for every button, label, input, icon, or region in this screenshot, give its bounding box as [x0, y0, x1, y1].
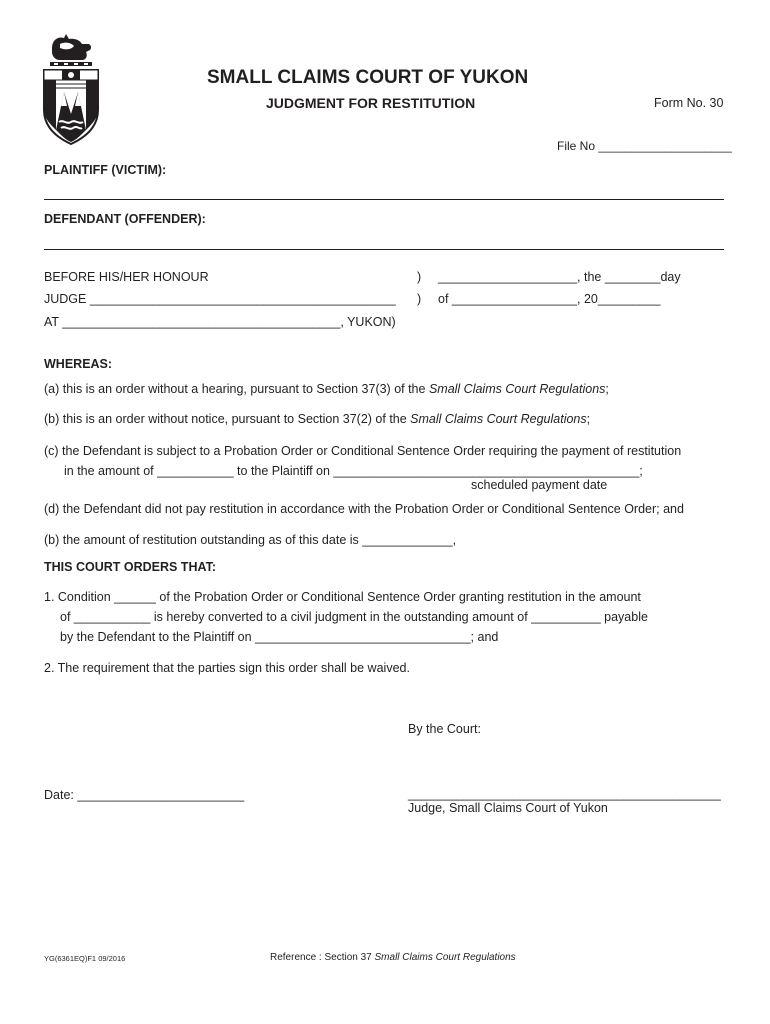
- form-code: YG(6361EQ)F1 09/2016: [44, 954, 126, 963]
- order-1-line2: of ___________ is hereby converted to a civil judgment in the outstanding amount of __________ payable: [60, 610, 648, 624]
- order-1-line3: by the Defendant to the Plaintiff on _______________________________; and: [60, 630, 499, 644]
- location-field: AT ________________________________________, YUKON): [44, 315, 396, 329]
- whereas-b: (b) this is an order without notice, pursuant to Section 37(2) of the Small Claims Court Regulations;: [44, 412, 591, 426]
- before-honour: BEFORE HIS/HER HONOUR: [44, 270, 209, 284]
- defendant-label: DEFENDANT (OFFENDER):: [44, 212, 206, 226]
- before-paren-2: ): [417, 292, 422, 306]
- footer-reference: Reference : Section 37 Small Claims Court Regulations: [270, 952, 516, 963]
- month-year-field: of __________________, 20_________: [438, 292, 661, 306]
- form-number: Form No. 30: [654, 96, 724, 110]
- defendant-line: [44, 249, 724, 250]
- form-title: JUDGMENT FOR RESTITUTION: [266, 95, 476, 111]
- plaintiff-line: [44, 199, 724, 200]
- yukon-coat-of-arms-icon: [38, 30, 104, 148]
- by-the-court: By the Court:: [408, 722, 481, 736]
- judge-signature-caption: Judge, Small Claims Court of Yukon: [408, 801, 608, 815]
- whereas-d: (d) the Defendant did not pay restitution in accordance with the Probation Order or Conditional Sentence Order; and: [44, 502, 684, 516]
- order-2: 2. The requirement that the parties sign this order shall be waived.: [44, 661, 410, 675]
- court-title: SMALL CLAIMS COURT OF YUKON: [207, 67, 529, 88]
- order-1-line1: 1. Condition ______ of the Probation Order or Conditional Sentence Order granting restitution in the amount: [44, 590, 641, 604]
- file-no-field: File No ____________________: [557, 139, 732, 153]
- orders-heading: THIS COURT ORDERS THAT:: [44, 560, 216, 574]
- whereas-c-line1: (c) the Defendant is subject to a Probation Order or Conditional Sentence Order requiring the payment of restitution: [44, 444, 682, 458]
- scheduled-payment-caption: scheduled payment date: [471, 478, 608, 492]
- whereas-a: (a) this is an order without a hearing, pursuant to Section 37(3) of the Small Claims Court Regulations;: [44, 382, 609, 396]
- judge-field: JUDGE ____________________________________________: [44, 292, 396, 306]
- before-paren-1: ): [417, 270, 422, 284]
- whereas-c-line2: in the amount of ___________ to the Plaintiff on ____________________________________________;: [64, 464, 643, 478]
- whereas-e: (b) the amount of restitution outstanding as of this date is _____________,: [44, 533, 457, 547]
- judge-signature-line: _____________________________________________: [408, 787, 721, 801]
- whereas-heading: WHEREAS:: [44, 357, 113, 371]
- date-field: Date: ________________________: [44, 788, 245, 802]
- date-day-field: ____________________, the ________day: [438, 270, 681, 284]
- plaintiff-label: PLAINTIFF (VICTIM):: [44, 163, 167, 177]
